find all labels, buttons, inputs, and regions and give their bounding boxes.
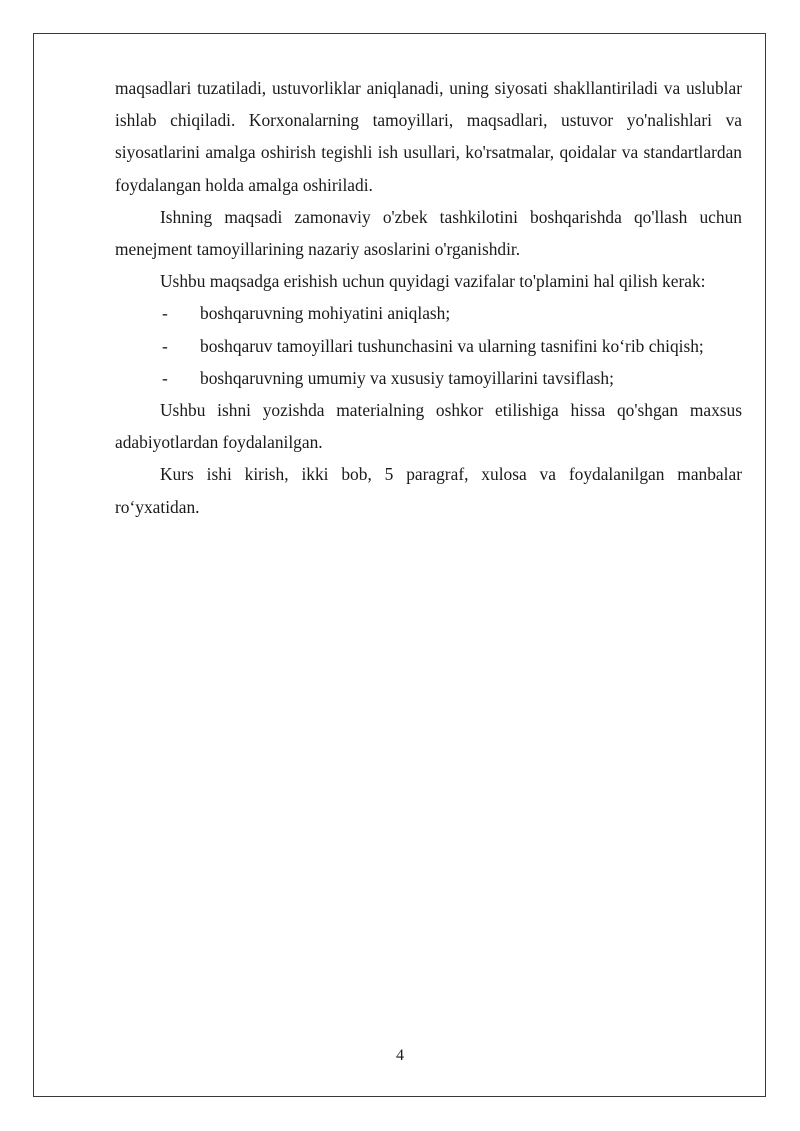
- task-list: [115, 297, 742, 394]
- list-item: [115, 297, 742, 329]
- paragraph-tasks-intro: Ushbu maqsadga erishish uchun quyidagi vazifalar to'plamini hal qilish kerak:: [160, 271, 706, 292]
- paragraph-structure: Kurs ishi kirish, ikki bob, 5 paragraf, xulosa va foydalanilgan manbalar ro‘yxatidan.: [115, 464, 742, 517]
- dash-bullet-icon: -: [162, 367, 168, 388]
- list-item-text: boshqaruvning umumiy va xususiy tamoyillarini tavsiflash;: [200, 367, 614, 388]
- paragraph-literature: Ushbu ishni yozishda materialning oshkor etilishiga hissa qo'shgan maxsus adabiyotlardan foydalanilgan.: [115, 400, 742, 453]
- paragraph-purpose: Ishning maqsadi zamonaviy o'zbek tashkilotini boshqarishda qo'llash uchun menejment tamoyillarining nazariy asoslarini o'rganishdir.: [115, 206, 742, 260]
- list-item-text: boshqaruvning mohiyatini aniqlash;: [200, 303, 451, 324]
- page-number: 4: [396, 1047, 404, 1064]
- document-body: [115, 72, 742, 523]
- dash-bullet-icon: -: [162, 335, 168, 356]
- dash-bullet-icon: -: [162, 303, 168, 324]
- list-item: [115, 330, 742, 362]
- list-item: [115, 362, 742, 394]
- list-item-text: boshqaruv tamoyillari tushunchasini va ularning tasnifini ko‘rib chiqish;: [200, 335, 704, 356]
- paragraph-continuation: maqsadlari tuzatiladi, ustuvorliklar aniqlanadi, uning siyosati shakllantiriladi va uslublar ishlab chiqiladi. Korxonalarning tamoyillari, maqsadlari, ustuvor yo'nalishlari va siyosatlarini amalga oshirish tegishli ish usullari, ko'rsatmalar, qoidalar va standartlardan foydalangan holda amalga oshiriladi.: [115, 78, 742, 195]
